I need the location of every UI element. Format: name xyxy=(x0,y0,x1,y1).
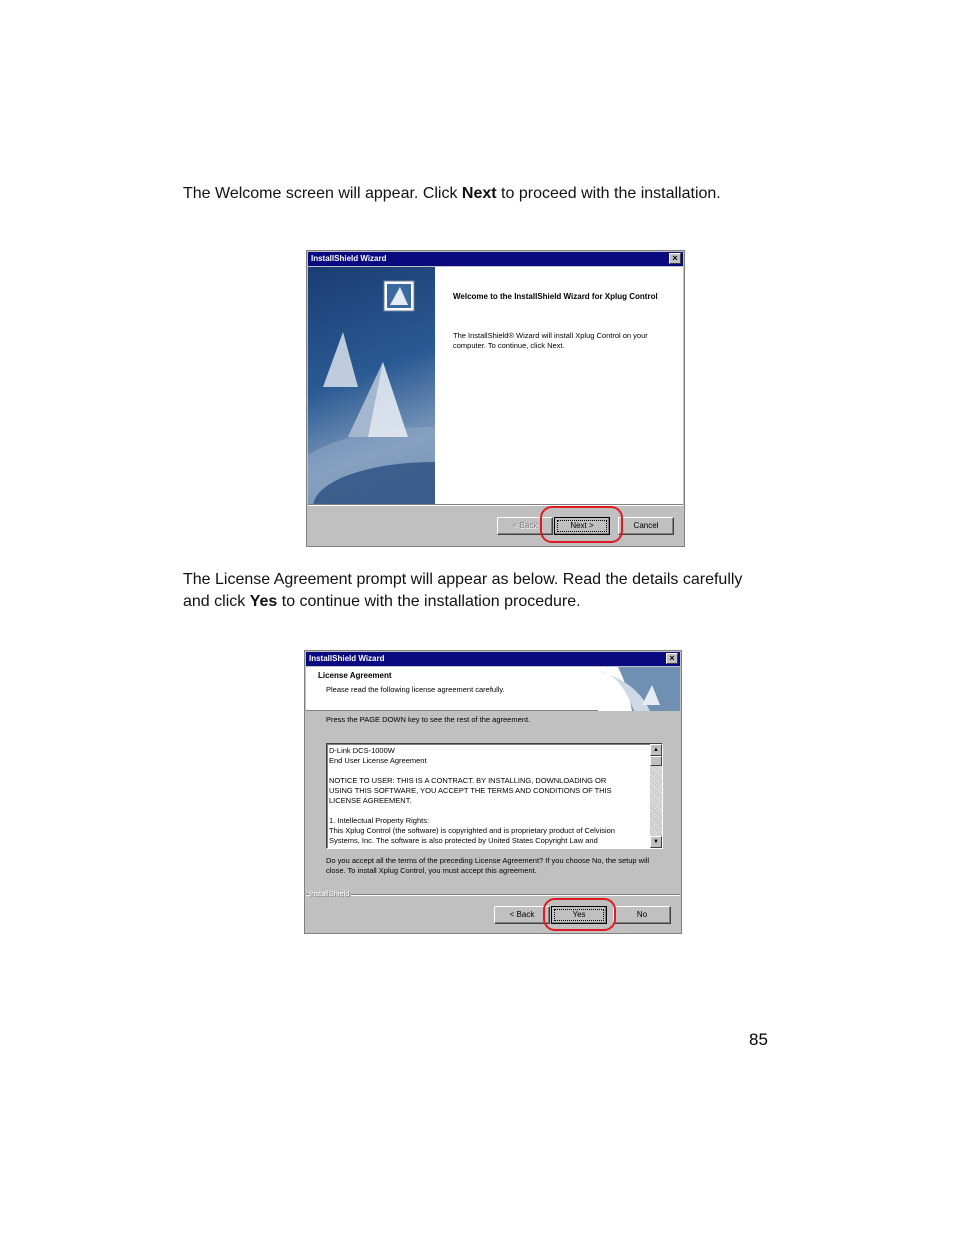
yes-highlight-circle xyxy=(543,898,616,931)
scroll-up-icon[interactable]: ▲ xyxy=(650,744,662,756)
license-section-subtitle: Please read the following license agreement carefully. xyxy=(326,685,505,694)
license-text-line: D-Link DCS-1000W xyxy=(329,746,395,755)
license-text-line: LICENSE AGREEMENT. xyxy=(329,796,412,805)
installshield-label: InstallShield xyxy=(309,889,350,898)
license-text-line xyxy=(329,766,639,776)
cancel-button[interactable]: Cancel xyxy=(618,517,674,535)
license-title: InstallShield Wizard xyxy=(309,654,385,663)
accept-question: Do you accept all the terms of the preceding License Agreement? If you choose No, the setup will close. To install Xplug Control, you must accept this agreement. xyxy=(326,856,650,875)
instruction-welcome: The Welcome screen will appear. Click Next to proceed with the installation. xyxy=(183,185,721,202)
wizard-side-banner xyxy=(308,267,435,504)
welcome-dialog xyxy=(306,250,685,547)
scroll-down-icon[interactable]: ▼ xyxy=(650,836,662,848)
no-button[interactable]: No xyxy=(613,906,671,924)
license-text-line: USING THIS SOFTWARE, YOU ACCEPT THE TERMS AND CONDITIONS OF THIS xyxy=(329,786,612,795)
license-text-line: 1. Intellectual Property Rights: xyxy=(329,816,430,825)
next-highlight-circle xyxy=(540,506,623,543)
license-header xyxy=(306,667,680,711)
license-titlebar xyxy=(306,652,680,666)
installshield-separator xyxy=(306,894,680,896)
license-text-line: This Xplug Control (the software) is copyrighted and is proprietary product of Celvision xyxy=(329,826,615,835)
instruction-license: The License Agreement prompt will appear as below. Read the details carefully and click Yes to continue with the installation procedure. xyxy=(183,571,743,610)
license-text-line: Systems, Inc. The software is also protected by United States Copyright Law and xyxy=(329,836,598,845)
welcome-title: InstallShield Wizard xyxy=(311,254,387,263)
close-icon[interactable]: × xyxy=(669,253,681,264)
welcome-heading: Welcome to the InstallShield Wizard for Xplug Control xyxy=(453,292,658,301)
license-scrollbar[interactable] xyxy=(650,744,662,848)
yes-button[interactable]: Yes xyxy=(551,906,607,924)
welcome-separator xyxy=(308,504,683,506)
license-text-box[interactable] xyxy=(326,743,663,849)
back-button[interactable]: < Back xyxy=(497,517,553,535)
back-button[interactable]: < Back xyxy=(494,906,550,924)
welcome-titlebar xyxy=(308,252,683,266)
page-down-prompt: Press the PAGE DOWN key to see the rest of the agreement. xyxy=(326,715,531,724)
license-dialog xyxy=(304,650,682,934)
wizard-banner-art xyxy=(308,267,435,504)
license-text-line xyxy=(329,806,639,816)
welcome-content xyxy=(435,267,683,504)
license-text-line: NOTICE TO USER: THIS IS A CONTRACT. BY INSTALLING, DOWNLOADING OR xyxy=(329,776,607,785)
license-text-line: End User License Agreement xyxy=(329,756,427,765)
close-icon[interactable]: × xyxy=(666,653,678,664)
license-text xyxy=(329,746,639,846)
next-button[interactable]: Next > xyxy=(554,517,610,535)
welcome-body: The InstallShield® Wizard will install Xplug Control on your computer. To continue, click Next. xyxy=(453,331,648,350)
wizard-header-art-icon xyxy=(598,667,680,711)
license-section-title: License Agreement xyxy=(318,671,392,680)
scroll-thumb[interactable] xyxy=(650,756,662,766)
page-number: 85 xyxy=(749,1030,768,1049)
